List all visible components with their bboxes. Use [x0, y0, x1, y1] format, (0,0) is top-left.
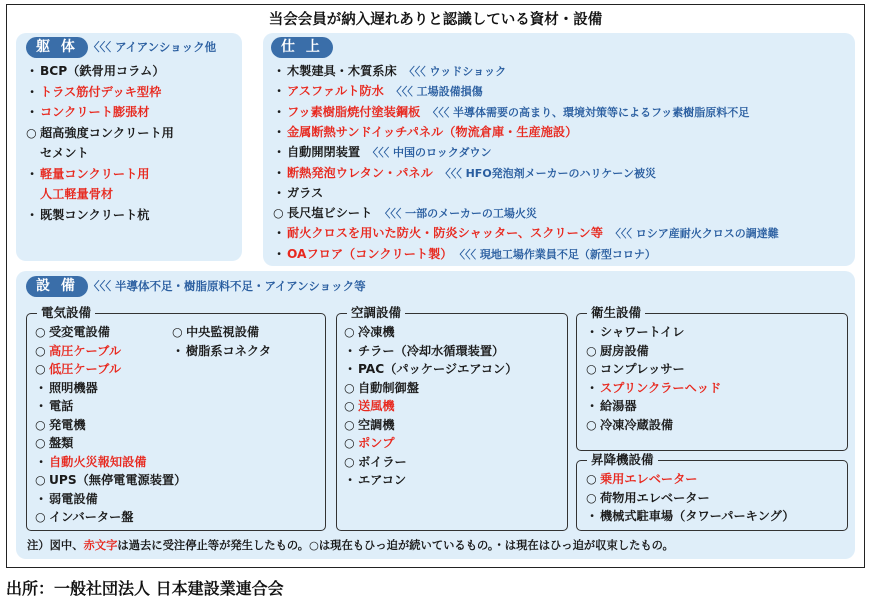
list-item-label: トラス筋付デッキ型枠	[40, 84, 162, 99]
dot-marker-icon: ・	[273, 124, 286, 139]
list-item	[586, 508, 794, 524]
dot-marker-icon: ・	[586, 509, 599, 523]
cause-note: 〈〈〈 現地工場作業員不足（新型コロナ）	[459, 247, 656, 261]
kutai-note: 〈〈〈 アイアンショック他	[88, 40, 217, 54]
circle-marker-icon: ○	[35, 362, 46, 376]
list-item-label: コンプレッサー	[600, 362, 685, 376]
list-item	[35, 454, 147, 470]
list-item-label: 長尺塩ビシート	[287, 206, 373, 221]
list-item	[273, 246, 656, 263]
dot-marker-icon: ・	[26, 84, 39, 99]
list-item	[586, 343, 649, 359]
list-item	[26, 84, 161, 100]
circle-marker-icon: ○	[35, 417, 46, 432]
list-item-label: 耐火クロスを用いた防火・防炎シャッター、スクリーン等	[287, 226, 603, 241]
list-item	[26, 145, 89, 161]
circle-marker-icon: ○	[35, 510, 46, 524]
list-item	[26, 63, 165, 79]
list-item-label: 弱電設備	[49, 491, 98, 506]
list-item	[26, 166, 149, 182]
list-item	[586, 490, 710, 506]
list-item	[273, 144, 492, 161]
cause-note: 〈〈〈 一部のメーカーの工場火災	[379, 207, 537, 221]
circle-marker-icon: ○	[35, 325, 46, 339]
list-item	[344, 398, 395, 414]
dot-marker-icon: ・	[586, 399, 599, 413]
list-item-label: 送風機	[358, 399, 395, 413]
list-item	[172, 343, 271, 359]
circle-marker-icon: ○	[586, 417, 597, 432]
list-item-label: 発電機	[49, 417, 86, 432]
list-item-label: 給湯器	[600, 399, 637, 413]
figure-title: 当会会員が納入遅れありと認識している資材・設備	[268, 12, 603, 28]
list-item-label: 自動開閉装置	[287, 145, 361, 160]
list-item-label: 中央監視設備	[186, 325, 260, 339]
dot-marker-icon: ・	[344, 362, 357, 376]
list-item	[586, 380, 721, 396]
dot-marker-icon: ・	[344, 473, 357, 487]
circle-marker-icon: ○	[172, 325, 183, 339]
list-item-label: セメント	[40, 146, 89, 160]
list-item	[586, 398, 637, 414]
list-item-label: 荷物用エレベーター	[600, 490, 710, 505]
list-item-label: 冷凍機	[358, 325, 395, 339]
list-item-label: コンクリート膨張材	[40, 105, 150, 119]
circle-marker-icon: ○	[586, 362, 597, 376]
list-item	[273, 165, 656, 182]
list-item	[26, 186, 113, 202]
list-item	[26, 104, 149, 120]
dot-marker-icon: ・	[273, 185, 286, 200]
circle-marker-icon: ○	[344, 417, 355, 432]
list-item	[35, 343, 121, 359]
list-item-label: 樹脂系コネクタ	[186, 343, 272, 358]
dot-marker-icon: ・	[586, 325, 599, 339]
list-item	[35, 398, 73, 414]
list-item-label: 冷凍冷蔵設備	[600, 417, 674, 432]
list-item-label: 低圧ケーブル	[49, 362, 122, 376]
list-item-label: OAフロア（コンクリート製）	[287, 246, 453, 261]
list-item-label: 機械式駐車場（タワーパーキング）	[600, 509, 795, 523]
dot-marker-icon: ・	[26, 207, 39, 222]
list-item	[35, 361, 121, 377]
list-item	[26, 207, 149, 223]
list-item	[35, 491, 98, 507]
list-item-label: PAC（パッケージエアコン）	[358, 362, 518, 376]
dot-marker-icon: ・	[273, 226, 286, 241]
list-item-label: 既製コンクリート杭	[40, 207, 150, 222]
list-item-label: シャワートイレ	[600, 325, 685, 339]
list-item-label: エアコン	[358, 473, 407, 487]
list-item-label: 高圧ケーブル	[49, 343, 122, 358]
list-item	[273, 225, 779, 242]
list-item-label: ガラス	[287, 185, 324, 200]
list-item	[26, 125, 174, 141]
dot-marker-icon: ・	[35, 491, 48, 506]
list-item	[35, 472, 186, 488]
kutai-badge: 躯 体	[26, 37, 88, 58]
list-item-label: 受変電設備	[49, 325, 110, 339]
cause-note: 〈〈〈 HFO発泡剤メーカーのハリケーン被災	[439, 166, 657, 180]
circle-marker-icon: ○	[35, 436, 46, 450]
circle-marker-icon: ○	[344, 399, 355, 413]
list-item-label: 厨房設備	[600, 343, 649, 358]
hvac-title: 空調設備	[347, 305, 405, 321]
list-item	[344, 380, 419, 396]
circle-marker-icon: ○	[344, 436, 355, 450]
list-item-label: チラー（冷却水循環装置）	[358, 343, 505, 358]
list-item-label: 木製建具・木質系床	[287, 64, 397, 78]
list-item-label: 乗用エレベーター	[600, 472, 698, 486]
dot-marker-icon: ・	[273, 104, 286, 119]
setsubi-note: 〈〈〈 半導体不足・樹脂原料不足・アイアンショック等	[88, 279, 366, 293]
list-item	[344, 361, 517, 377]
list-item-label: ボイラー	[358, 454, 407, 469]
list-item	[273, 124, 577, 140]
circle-marker-icon: ○	[35, 473, 46, 487]
list-item-label: スプリンクラーヘッド	[600, 380, 722, 395]
list-item-label: インバーター盤	[49, 510, 134, 524]
list-item-label: ポンプ	[358, 436, 395, 450]
list-item-label: 自動制御盤	[358, 380, 419, 395]
circle-marker-icon: ○	[344, 454, 355, 469]
list-item	[344, 454, 407, 470]
list-item	[586, 324, 684, 340]
dot-marker-icon: ・	[273, 64, 286, 78]
list-item	[35, 509, 133, 525]
circle-marker-icon: ○	[586, 343, 597, 358]
circle-marker-icon: ○	[26, 125, 37, 140]
list-item	[35, 417, 86, 433]
circle-marker-icon: ○	[344, 325, 355, 339]
list-item-label: アスファルト防水	[287, 84, 384, 99]
cause-note: 〈〈〈 工場設備損傷	[390, 85, 483, 99]
list-item-label: 金属断熱サンドイッチパネル（物流倉庫・生産施設）	[287, 124, 578, 139]
circle-marker-icon: ○	[35, 343, 46, 358]
dot-marker-icon: ・	[35, 399, 48, 413]
list-item-label: BCP（鉄骨用コラム）	[40, 64, 165, 78]
dot-marker-icon: ・	[26, 105, 39, 119]
list-item-label: フッ素樹脂焼付塗装鋼板	[287, 104, 421, 119]
sanitary-title: 衛生設備	[587, 305, 645, 321]
dot-marker-icon: ・	[26, 64, 39, 78]
circle-marker-icon: ○	[344, 380, 355, 395]
list-item	[344, 324, 395, 340]
elevator-title: 昇降機設備	[587, 452, 658, 468]
dot-marker-icon: ・	[344, 343, 357, 358]
list-item	[35, 324, 110, 340]
list-item-label: 断熱発泡ウレタン・パネル	[287, 165, 433, 180]
list-item	[273, 83, 483, 100]
cause-note: 〈〈〈 中国のロックダウン	[367, 146, 492, 160]
list-item	[273, 185, 323, 201]
dot-marker-icon: ・	[26, 166, 39, 181]
list-item-label: 空調機	[358, 417, 395, 432]
list-item	[172, 324, 259, 340]
dot-marker-icon: ・	[273, 246, 286, 261]
list-item-label: 自動火災報知設備	[49, 454, 147, 469]
dot-marker-icon: ・	[273, 165, 286, 180]
list-item-label: 超高強度コンクリート用	[40, 125, 174, 140]
source-credit: 出所：一般社団法人 日本建設業連合会	[6, 579, 284, 598]
list-item	[344, 343, 504, 359]
circle-marker-icon: ○	[273, 206, 284, 221]
circle-marker-icon: ○	[586, 472, 597, 486]
cause-note: 〈〈〈 半導体需要の高まり、環境対策等によるフッ素樹脂原料不足	[427, 105, 750, 119]
list-item-label: 電話	[49, 399, 74, 413]
dot-marker-icon: ・	[172, 343, 185, 358]
footnote	[27, 538, 674, 554]
list-item	[273, 63, 506, 80]
dot-marker-icon: ・	[586, 380, 599, 395]
footnote-rest: は過去に受注停止等が発生したもの。○は現在もひっ迫が続いているもの。・は現在はひっ迫が収束したもの。	[117, 539, 674, 552]
electrical-title: 電気設備	[37, 305, 95, 321]
footnote-prefix: 注）図中、	[27, 539, 84, 552]
list-item-label: 照明機器	[49, 380, 98, 395]
list-item-label: 人工軽量骨材	[40, 187, 114, 201]
list-item	[35, 380, 98, 396]
list-item	[586, 361, 685, 377]
list-item	[273, 104, 749, 121]
list-item-label: 軽量コンクリート用	[40, 166, 150, 181]
cause-note: 〈〈〈 ロシア産耐火クロスの調達難	[609, 227, 779, 241]
list-item-label: UPS（無停電電源装置）	[49, 473, 187, 487]
list-item	[35, 435, 73, 451]
list-item	[586, 471, 698, 487]
dot-marker-icon: ・	[35, 380, 48, 395]
circle-marker-icon: ○	[586, 490, 597, 505]
setsubi-badge: 設 備	[26, 276, 88, 297]
shiage-badge: 仕 上	[271, 37, 333, 58]
cause-note: 〈〈〈 ウッドショック	[403, 65, 507, 78]
dot-marker-icon: ・	[273, 84, 286, 99]
list-item	[344, 417, 395, 433]
list-item-label: 盤類	[49, 436, 74, 450]
dot-marker-icon: ・	[35, 454, 48, 469]
list-item	[344, 435, 395, 451]
dot-marker-icon: ・	[273, 145, 286, 160]
list-item	[344, 472, 406, 488]
list-item	[586, 417, 673, 433]
footnote-red-word: 赤文字	[83, 539, 118, 552]
list-item	[273, 205, 537, 222]
